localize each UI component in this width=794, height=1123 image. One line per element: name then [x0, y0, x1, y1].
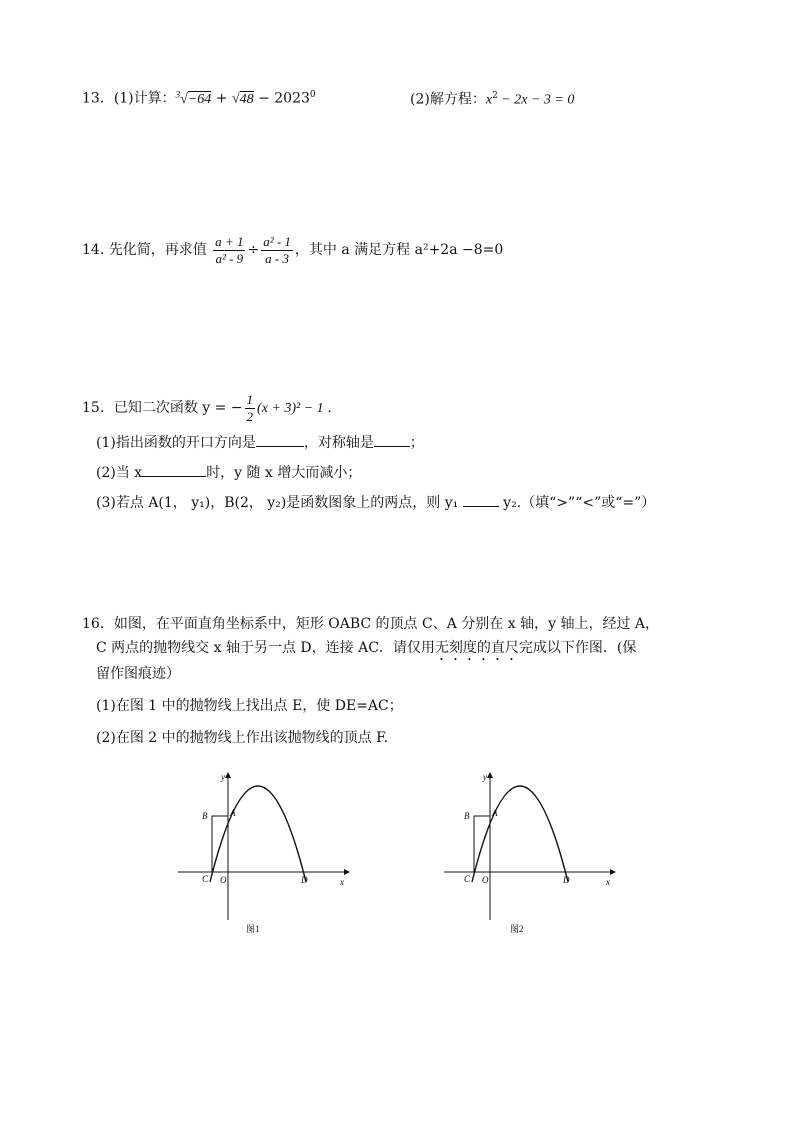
label-b: B [202, 811, 208, 821]
q15-stem: 15．已知二次函数 y = − $\frac{1}{2}$ (x + 3)² − 1 ． [82, 391, 342, 424]
y-axis-arrow [487, 772, 493, 778]
fraction-half: $\frac{1}{2}$ [246, 391, 254, 424]
label-o: O [482, 875, 489, 885]
q16-line3: 留作图痕迹） [96, 666, 180, 682]
label-y: y [483, 772, 487, 782]
answer-blank[interactable] [463, 492, 499, 507]
q16-part1: (1)在图 1 中的抛物线上找出点 E，使 DE=AC； [96, 698, 403, 714]
figure-1 [178, 770, 358, 940]
q14: 14. 先化简，再求值 $\frac{a + 1}{\text{a² - 9}}$ ÷ $\frac{\text{a² - 1}}{a - 3}$ ，其中 a 满足方程 a²+2a −8=0 [82, 233, 504, 266]
q16-part2: (2)在图 2 中的抛物线上作出该抛物线的顶点 F. [96, 730, 389, 746]
q16-line1: 16．如图，在平面直角坐标系中，矩形 OABC 的顶点 C、A 分别在 x 轴，y 轴上，经过 A， [82, 616, 659, 632]
figure-2 [444, 770, 624, 940]
q15-part1: (1)指出函数的开口方向是 ，对称轴是 ； [96, 432, 424, 453]
answer-blank[interactable] [256, 432, 304, 447]
x-axis-arrow [610, 869, 616, 875]
figure-caption: 图2 [510, 924, 524, 934]
fraction-1: $\frac{a + 1}{\text{a² - 9}}$ [215, 233, 244, 266]
parabola [472, 786, 568, 882]
y-axis-arrow [225, 772, 231, 778]
cube-root: $^3$√−64 [175, 89, 212, 107]
q16-line2: C 两点的抛物线交 x 轴于另一点 D，连接 AC．请仅用无刻度的直尺完成以下作图．(保 [96, 640, 637, 656]
answer-blank[interactable] [374, 432, 410, 447]
answer-blank[interactable] [142, 462, 206, 477]
fraction-2: $\frac{\text{a² - 1}}{a - 3}$ [263, 233, 291, 266]
q13-part1: 13．(1)计算：$^3√-64 + √48 - 2023^0$ [82, 89, 316, 107]
label-x: x [606, 877, 610, 887]
label-c: C [202, 874, 209, 884]
label-c: C [464, 874, 471, 884]
label-b: B [464, 811, 470, 821]
label-y: y [221, 772, 225, 782]
label-x: x [340, 877, 344, 887]
square-root: √48 [231, 91, 254, 107]
label-d: D [563, 875, 570, 885]
figure-caption: 图1 [246, 924, 260, 934]
label-a: A [230, 808, 236, 818]
label-a: A [492, 808, 498, 818]
label-d: D [301, 875, 308, 885]
parabola [210, 786, 306, 882]
q13-part2: (2)解方程：$x^2 - 2x - 3 = 0$ [410, 91, 575, 108]
x-axis-arrow [344, 869, 350, 875]
q15-part3: (3)若点 A(1， y₁)，B(2， y₂)是函数图象上的两点，则 y₁ y₂.（填“>”“<”或“=”） [96, 492, 655, 513]
q15-part2: (2)当 x 时，y 随 x 增大而减小； [96, 462, 361, 483]
label-o: O [220, 875, 227, 885]
